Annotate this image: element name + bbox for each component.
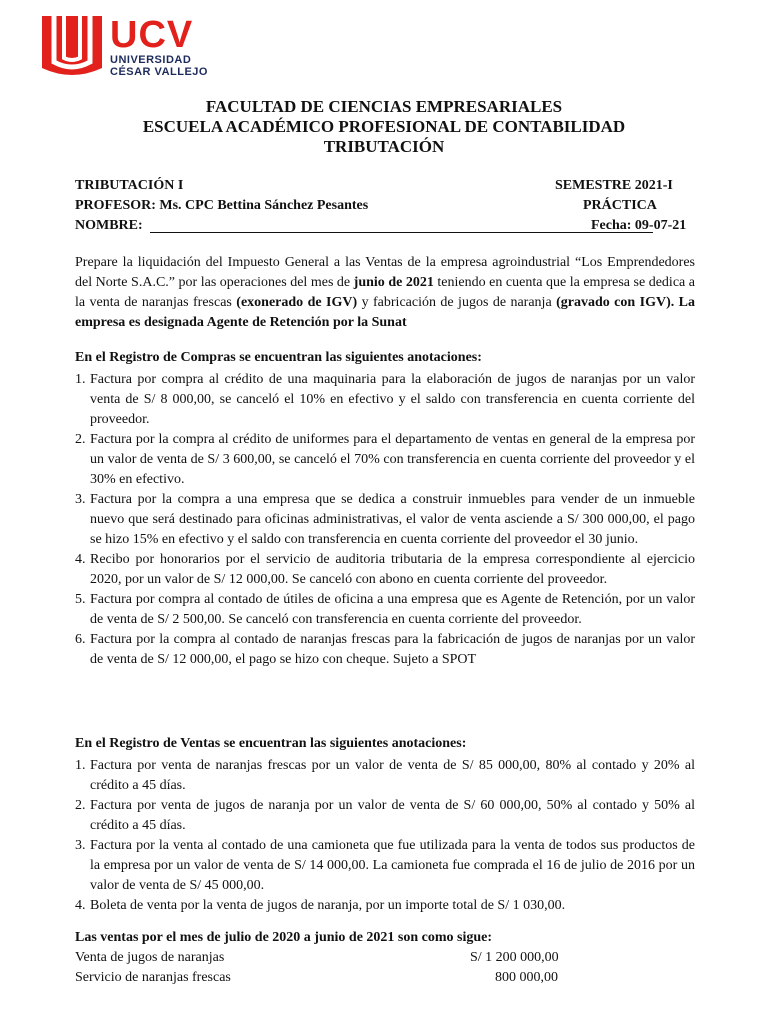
sales-summary-title: Las ventas por el mes de julio de 2020 a junio de 2021 son como sigue: — [75, 930, 493, 945]
professor-row — [75, 198, 695, 218]
purchase-item: 2. Factura por la compra al crédito de uniformes para el departamento de ventas en general de la empresa por un valor de venta de S/ 3 600,00, se canceló el 70% con transferencia en cuenta corriente del proveedor y el 30% en efectivo. — [75, 432, 695, 487]
purchase-item: 5. Factura por compra al contado de útiles de oficina a una empresa que es Agente de Retención, por un valor de venta de S/ 2 500,00. Se canceló con transferencia en cuenta corriente del proveedor. — [75, 592, 695, 627]
purchases-title: En el Registro de Compras se encuentran las siguientes anotaciones: — [75, 350, 482, 365]
purchase-item: 1. Factura por compra al crédito de una maquinaria para la elaboración de jugos de naranjas por un valor venta de S/ 8 000,00, se canceló el 10% en efectivo y el saldo con transferencia en cuenta corriente del proveedor. — [75, 372, 695, 427]
subject-title: TRIBUTACIÓN — [323, 137, 445, 156]
sale-item: 4. Boleta de venta por la venta de jugos de naranja, por un importe total de S/ 1 030,00. — [75, 898, 566, 913]
course-row — [75, 178, 695, 198]
sales-summary-amount: 800 000,00 — [495, 970, 558, 985]
sale-item: 1. Factura por venta de naranjas frescas por un valor de venta de S/ 85 000,00, 80% al contado y 20% al crédito a 45 días. — [75, 758, 695, 793]
intro-bold-2: (exonerado de IGV) — [236, 295, 358, 310]
intro-bold-1: junio de 2021 — [353, 275, 434, 290]
logo-wordmark — [110, 16, 208, 78]
sale-item: 3. Factura por la venta al contado de una camioneta que fue utilizada para la venta de todos sus productos de la empresa por un valor de venta de S/ 14 000,00. La camioneta fue comprada el 16 de julio de 2016 por un valor de venta de S/ 45 000,00. — [75, 838, 695, 893]
logo-brand: UCV — [110, 14, 194, 56]
intro-text-3: y fabricación de jugos de naranja — [357, 295, 557, 310]
semester: SEMESTRE 2021-I — [555, 178, 673, 193]
purchase-item: 4. Recibo por honorarios por el servicio de auditoria tributaria de la empresa correspondiente al ejercicio 2020, por un valor de S/ 12 000,00. Se canceló con abono en cuenta corriente del proveedor. — [75, 552, 695, 587]
intro-text-1: Prepare la liquidación del Impuesto General a las Ventas de la empresa agroindustrial “Los Emprendedores del Norte S.A.C.” por las operaciones del mes de — [75, 255, 695, 290]
intro-text-2: teniendo en cuenta que la empresa se dedica a la venta de naranjas frescas — [75, 275, 695, 310]
sales-title: En el Registro de Ventas se encuentran las siguientes anotaciones: — [75, 736, 467, 751]
purchase-item: 3. Factura por la compra a una empresa que se dedica a construir inmuebles para vender de un inmueble nuevo que será destinado para oficinas administrativas, el valor de venta asciende a S/ 300 000,00, el pago se hizo 15% en efectivo y el saldo con transferencia en cuenta corriente del proveedor el 30 junio. — [75, 492, 695, 547]
purchases-list — [75, 370, 695, 670]
sale-item: 2. Factura por venta de jugos de naranja por un valor de venta de S/ 60 000,00, 50% al contado y 50% al crédito a 45 días. — [75, 798, 695, 833]
logo-line-1: UNIVERSIDAD — [110, 54, 192, 66]
sales-summary-label: Venta de jugos de naranjas — [75, 950, 225, 965]
sales-summary-amount: S/ 1 200 000,00 — [470, 950, 559, 965]
practice-date: Fecha: 09-07-21 — [591, 218, 687, 233]
name-row — [75, 218, 695, 238]
document-header — [0, 97, 768, 157]
sales-list — [75, 756, 695, 916]
logo-line-2: CÉSAR VALLEJO — [110, 66, 208, 78]
intro-bold-3: (gravado con IGV). La empresa es designada Agente de Retención por la Sunat — [75, 295, 695, 330]
professor-name: PROFESOR: Ms. CPC Bettina Sánchez Pesantes — [75, 198, 369, 213]
faculty-title: FACULTAD DE CIENCIAS EMPRESARIALES — [205, 97, 563, 116]
practice-label: PRÁCTICA — [583, 198, 657, 213]
purchase-item: 6. Factura por la compra al contado de naranjas frescas para la fabricación de jugos de naranjas por un valor de venta de S/ 12 000,00, el pago se hizo con cheque. Sujeto a SPOT — [75, 632, 695, 667]
intro-paragraph — [75, 253, 695, 333]
school-title: ESCUELA ACADÉMICO PROFESIONAL DE CONTABILIDAD — [142, 117, 626, 136]
sales-summary-label: Servicio de naranjas frescas — [75, 970, 231, 985]
course-name: TRIBUTACIÓN I — [75, 178, 184, 193]
name-blank-line — [150, 232, 653, 233]
name-label: NOMBRE: — [75, 218, 143, 233]
